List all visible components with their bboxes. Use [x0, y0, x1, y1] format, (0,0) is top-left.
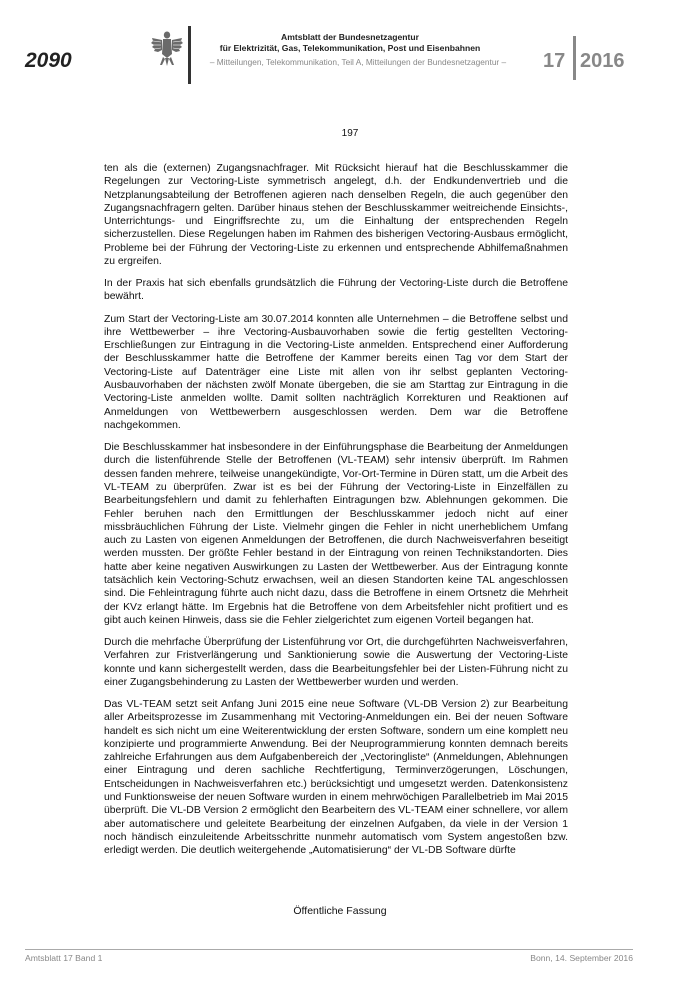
footer-date: Bonn, 14. September 2016	[530, 953, 633, 963]
issue-number: 17	[543, 50, 566, 72]
footer-divider	[25, 949, 633, 950]
gazette-title-line-2: für Elektrizität, Gas, Telekommunikation, Post und Eisenbahnen	[219, 42, 481, 53]
gazette-title	[195, 32, 505, 53]
paragraph: ten als die (externen) Zugangsnachfrager. Mit Rücksicht hierauf hat die Beschlusskammer die Regelungen zur Vectoring-Liste symmetrisch angelegt, d.h. der Endkundenvertrieb und die Netzplanungsabteilung der Betroffenen agieren nach denselben Regeln, die auch gegenüber den Zugangsnachfragern gelten. Darüber hinaus stehen der Beschlusskammer weitreichende Einsichts-, Unterrichtungs- und Eingriffsrechte zu, um die Einhaltung der entsprechenden Regeln sicherzustellen. Diese Regelungen haben im Rahmen des bisherigen Vectoring-Ausbaus ermöglicht, Probleme bei der Führung der Vectoring-Liste zu erkennen und entsprechende Abhilfemaßnahmen zu ergreifen.	[104, 163, 568, 268]
federal-eagle-icon	[150, 28, 184, 68]
body-text	[104, 162, 568, 866]
paragraph: Durch die mehrfache Überprüfung der Listenführung vor Ort, die durchgeführten Nachweisverfahren, Verfahren zur Fristverlängerung und Sanktionierung sowie die Auswertung der Vectoring-Liste konnte und kann sichergestellt werden, dass die Bearbeitungsfehler bei der Listen-Führung nicht zu einer Zugangsbehinderung zu Lasten der Wettbewerber wurden und werden.	[104, 636, 568, 688]
issue-divider	[573, 36, 576, 80]
public-version-caption: Öffentliche Fassung	[293, 905, 387, 917]
paragraph: In der Praxis hat sich ebenfalls grundsätzlich die Führung der Vectoring-Liste durch die Betroffene bewährt.	[104, 278, 568, 303]
footer-issue-label: Amtsblatt 17 Band 1	[25, 953, 103, 963]
header-page-number: 2090	[25, 49, 72, 72]
document-page-number: 197	[341, 128, 359, 139]
header-divider	[188, 26, 191, 84]
issue-year: 2016	[580, 50, 625, 72]
paragraph: Zum Start der Vectoring-Liste am 30.07.2014 konnten alle Unternehmen – die Betroffene selbst und ihre Wettbewerber – ihre Vectoring-Ausbauvorhaben sowie die fertig gestellten Vectoring-Erschließungen zur Eintragung in die Vectoring-Liste anmelden. Entsprechend einer Aufforderung der Beschlusskammer hatte die Betroffene der Kammer bereits einen Tag vor dem Start der Vectoring-Liste auf Datenträger eine Liste mit allen von ihr selbst geplanten Vectoring-Ausbauvorhaben der nächsten zwölf Monate übergeben, die sie am Starttag zur Eintragung in die Vectoring-Liste anmelden wollte. Damit sollten nachträglich Korrekturen und Reaktionen auf Anmeldungen von Wettbewerbern ausgeschlossen werden. Dem war die Betroffene nachgekommen.	[104, 313, 568, 431]
paragraph: Das VL-TEAM setzt seit Anfang Juni 2015 eine neue Software (VL-DB Version 2) zur Bearbeitung aller Arbeitsprozesse im Zusammenhang mit Vectoring-Anmeldungen ein. Bei der neuen Software handelt es sich nicht um eine Weiterentwicklung der ersten Software, sondern um eine komplett neu konzipierte und programmierte Anwendung. Bei der Neuprogrammierung konnten demnach bereits zahlreiche Erfahrungen aus dem Aufgabenbereich der „Vectoringliste“ (Anmeldungen, Ablehnungen einer Eintragung und deren sachliche Rechtfertigung, Terminverzögerungen, Löschungen, Entscheidungen in Nachweisverfahren etc.) berücksichtigt und umgesetzt werden. Datenkonsistenz und Funktionsweise der neuen Software wurden in einem mehrwöchigen Parallelbetrieb im Mai 2015 überprüft. Die VL-DB Version 2 ermöglicht den Bearbeitern des VL-TEAM einer schnellere, vor allem aber automatischere und geleitete Bearbeitung der einzelnen Aufgaben, da viele in der Version 1 noch händisch einzuleitende Arbeitsschritte nunmehr automatisch vom System angestoßen bzw. erledigt werden. Die deutlich weitergehende „Automatisierung“ der VL-DB Software dürfte	[104, 698, 568, 857]
gazette-title-line-1: Amtsblatt der Bundesnetzagentur	[281, 32, 419, 42]
gazette-subtitle: – Mitteilungen, Telekommunikation, Teil A, Mitteilungen der Bundesnetzagentur –	[209, 57, 507, 67]
paragraph: Die Beschlusskammer hat insbesondere in der Einführungsphase die Bearbeitung der Anmeldungen durch die listenführende Stelle der Betroffenen (VL-TEAM) sehr intensiv überprüft. Im Rahmen dessen fanden mehrere, teilweise unangekündigte, Vor-Ort-Termine in Düren statt, um die Arbeit des VL-TEAM zu überprüfen. Zwar ist es bei der Führung der Vectoring-Liste in Einzelfällen zu Bearbeitungsfehlern und damit zu fehlerhaften Eintragungen bzw. Ablehnungen gekommen. Die Fehler beruhen nach den Ermittlungen der Beschlusskammer jedoch nicht auf einer missbräuchlichen Führung der Liste. Vielmehr gingen die Fehler in nicht unerheblichem Umfang auch zu Lasten von eigenen Anmeldungen der Betroffenen, die durch Nachweisverfahren beseitigt werden mussten. Der größte Fehler bestand in der Eintragung von reinen Technikstandorten. Dies hatte aber keine negativen Auswirkungen zu Lasten der Wettbewerber. Aus der Eintragung konnte tatsächlich kein Vectoring-Schutz erwachsen, weil an diesen Standorten keine TAL angeschlossen sind. Die Fehleintragung führte auch nicht dazu, dass die Betroffene in einem Ortsnetz die Mehrheit der KVz erlangt hätte. Im Ergebnis hat die Betroffene von dem Arbeitsfehler nicht profitiert und es gibt auch keinen Hinweis, dass sie die Fehler zielgerichtet zum eigenen Vorteil begangen hat.	[104, 442, 568, 626]
